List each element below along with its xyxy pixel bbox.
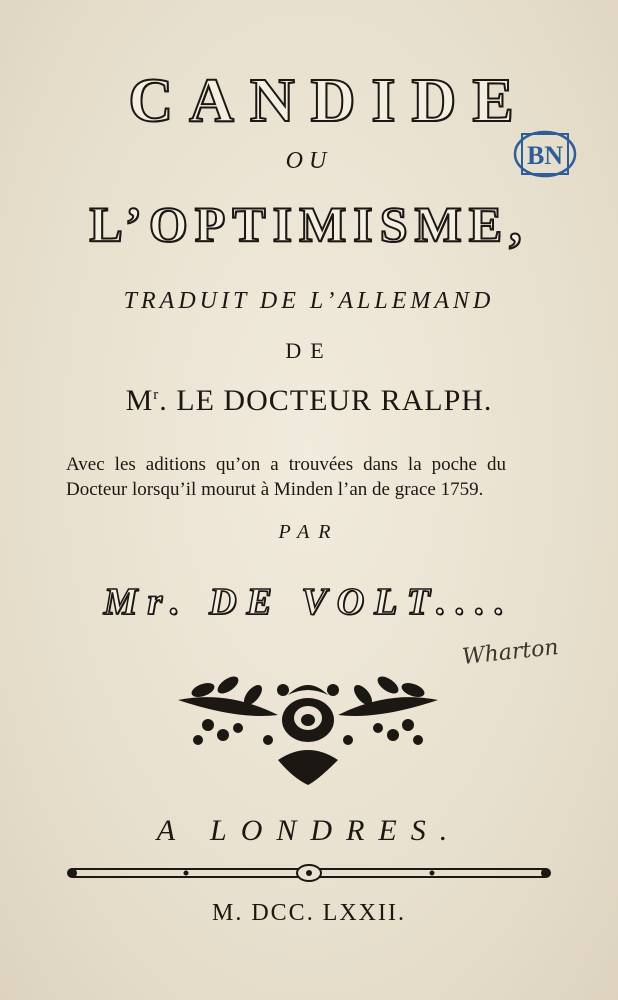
decorative-rule-icon bbox=[66, 862, 552, 889]
author-name: . LE DOCTEUR RALPH. bbox=[159, 384, 493, 417]
library-stamp-icon bbox=[510, 124, 580, 189]
place-of-publication: A LONDRES. bbox=[156, 814, 462, 847]
byline: Mr. DE VOLT.... bbox=[103, 581, 515, 623]
publication-date: M. DCC. LXXII. bbox=[212, 900, 406, 926]
floral-ornament-icon bbox=[168, 660, 448, 795]
author-prefix: M bbox=[125, 384, 154, 417]
additions-paragraph: Avec les aditions qu’on a trouvées dans la poche du Docteur lorsqu’il mourut à Minden l’an de grace 1759. bbox=[66, 454, 506, 500]
author-line bbox=[0, 384, 618, 418]
translation-note: TRADUIT DE L’ALLEMAND bbox=[123, 288, 495, 314]
de-line: DE bbox=[285, 338, 333, 363]
book-subtitle: L’OPTIMISME, bbox=[89, 196, 529, 252]
stamp-letters: BN bbox=[526, 141, 564, 170]
handwritten-signature: Wharton bbox=[460, 635, 560, 670]
book-title: CANDIDE bbox=[128, 67, 530, 135]
author-sup: r bbox=[153, 387, 160, 403]
par-line: PAR bbox=[278, 521, 340, 543]
title-connector: OU bbox=[285, 148, 333, 174]
